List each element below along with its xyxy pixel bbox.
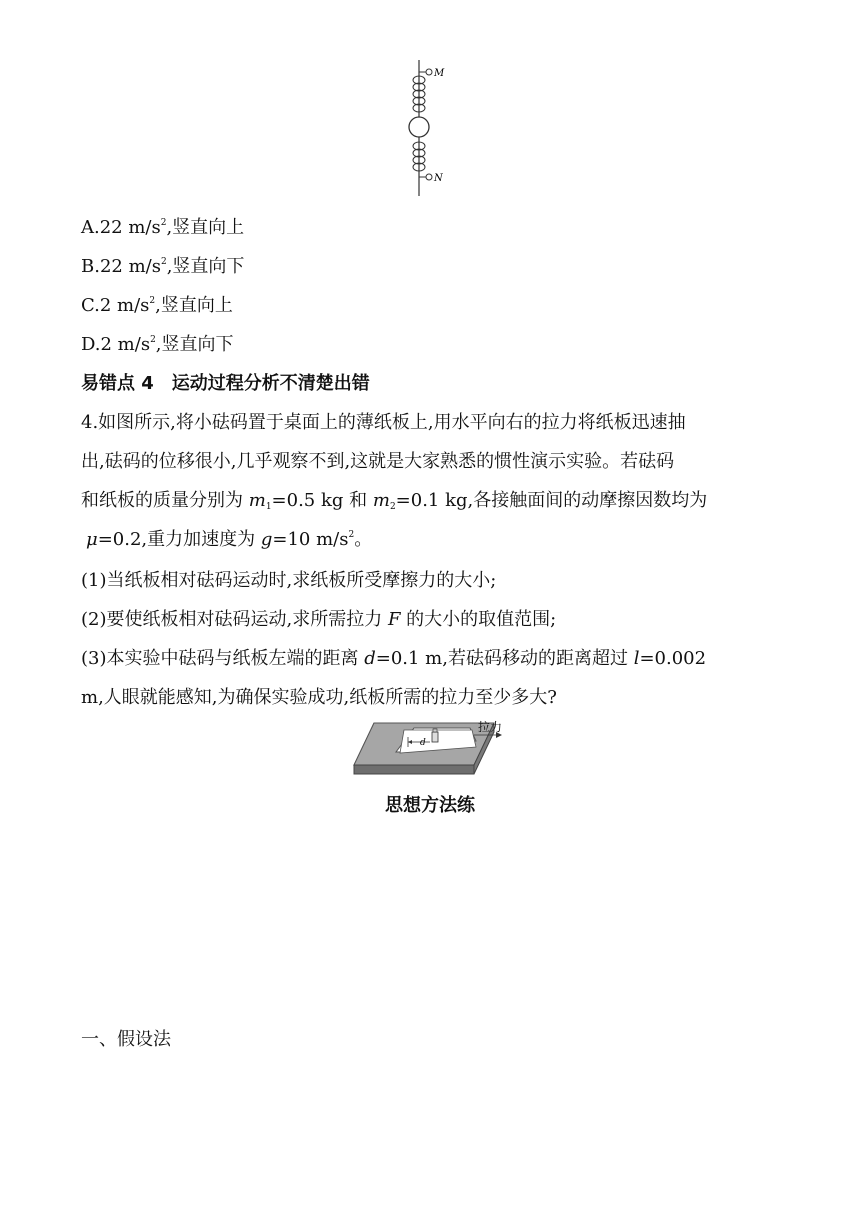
option-d: D.2 $m/s^2$,竖直向下: [81, 334, 234, 355]
label-M: M: [434, 68, 445, 79]
label-N: N: [434, 173, 443, 184]
spring-ball-figure: [395, 58, 455, 198]
q4-sub2: (2)要使纸板相对砝码运动,求所需拉力 F 的大小的取值范围;: [81, 609, 557, 630]
section-heading: 易错点 4 运动过程分析不清楚出错: [81, 373, 370, 394]
q4-line4: μ=0.2,重力加速度为 g=10 $m/s^2$。: [86, 529, 373, 550]
pull-label: 拉力: [478, 720, 503, 734]
method-title: 思想方法练: [385, 795, 475, 816]
option-c: C.2 $m/s^2$,竖直向上: [81, 295, 233, 316]
q4-line3: 和纸板的质量分别为 $m_1=0.5$ kg 和 $m_2=0.1$ kg,各接触面间的动摩擦因数均为: [81, 490, 708, 512]
q4-sub3-cont: m,人眼就能感知,为确保实验成功,纸板所需的拉力至少多大?: [81, 687, 557, 708]
d-label: d: [420, 738, 426, 748]
hypothesis-heading: 一、假设法: [81, 1029, 171, 1050]
option-a: A.22 $m/s^2$,竖直向上: [81, 217, 245, 238]
q4-sub1: (1)当纸板相对砝码运动时,求纸板所受摩擦力的大小;: [81, 570, 497, 591]
q4-line1: 4.如图所示,将小砝码置于桌面上的薄纸板上,用水平向右的拉力将纸板迅速抽: [81, 412, 686, 433]
option-b: B.22 $m/s^2$,竖直向下: [81, 256, 245, 277]
q4-sub3: (3)本实验中砝码与纸板左端的距离 d=0.1 m,若砝码移动的距离超过 l=0.002: [81, 648, 707, 669]
q4-line2: 出,砝码的位移很小,几乎观察不到,这就是大家熟悉的惯性演示实验。若砝码: [81, 451, 675, 472]
